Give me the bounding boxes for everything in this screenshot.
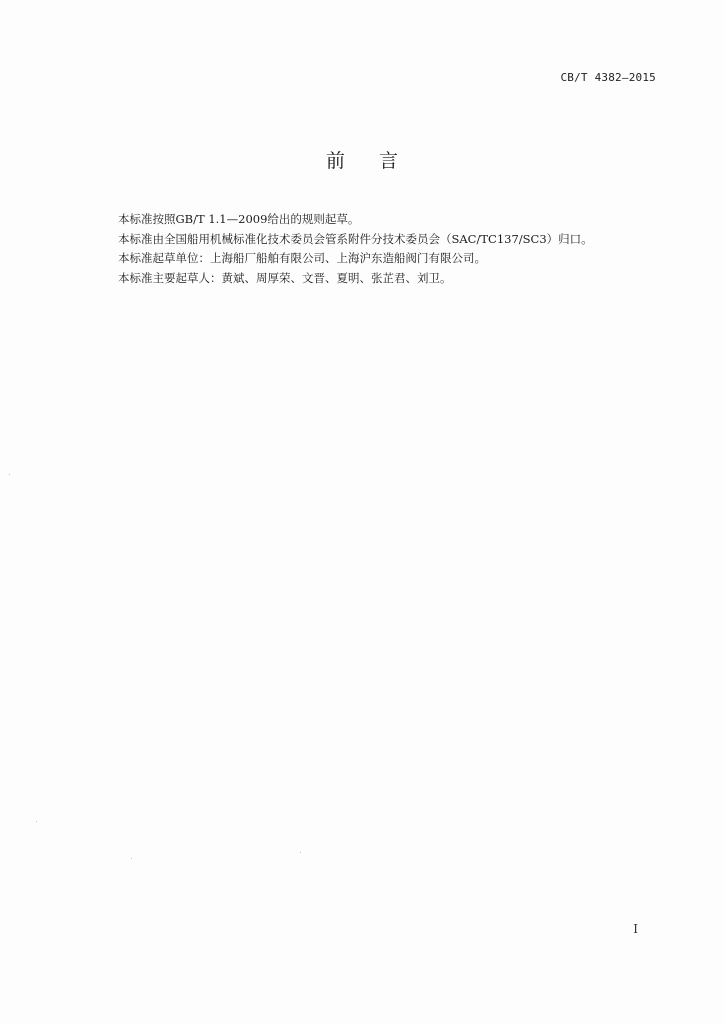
paragraph-drafting-units: 本标准起草单位：上海船厂船舶有限公司、上海沪东造船阀门有限公司。 <box>118 251 486 265</box>
scan-speck <box>9 474 10 475</box>
scan-speck <box>300 852 301 853</box>
scan-speck <box>131 858 132 859</box>
standard-number: CB/T 4382—2015 <box>560 71 656 84</box>
foreword-body <box>118 210 658 288</box>
paragraph-drafting-rules: 本标准按照GB/T 1.1—2009给出的规则起草。 <box>118 212 360 226</box>
page-number: I <box>633 922 638 936</box>
scan-speck <box>36 821 37 822</box>
paragraph-drafters: 本标准主要起草人：黄斌、周厚荣、文晋、夏明、张芷君、刘卫。 <box>118 270 452 285</box>
page-title: 前言 <box>325 150 432 172</box>
paragraph-responsible-committee: 本标准由全国船用机械标准化技术委员会管系附件分技术委员会（SAC/TC137/SC3）归口。 <box>118 231 593 246</box>
